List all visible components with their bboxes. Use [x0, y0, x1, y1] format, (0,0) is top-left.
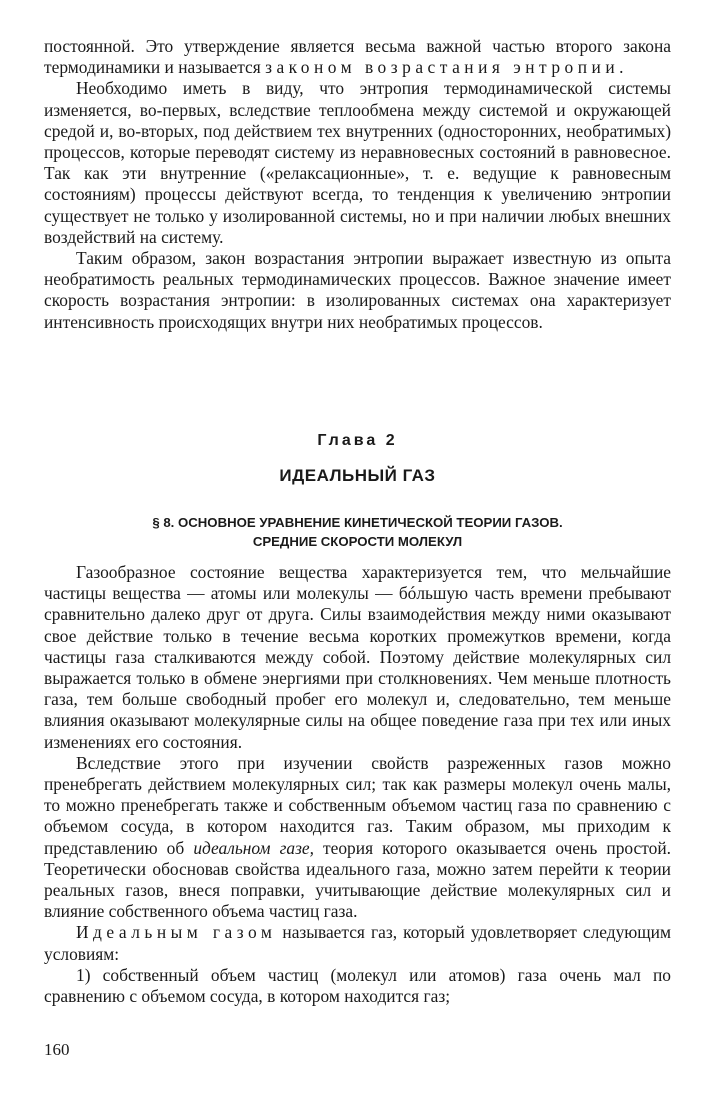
- paragraph-6-spaced-term: Идеальным газом: [76, 922, 277, 943]
- paragraph-6: [44, 922, 671, 964]
- chapter-title: ИДЕАЛЬНЫЙ ГАЗ: [279, 466, 436, 485]
- section-heading-line-2: СРЕДНИЕ СКОРОСТИ МОЛЕКУЛ: [252, 534, 463, 549]
- paragraph-6-text: называется газ, который удовлетворяет следующим условиям:: [44, 922, 671, 964]
- top-text-block: [44, 36, 671, 333]
- paragraph-1: [44, 36, 671, 78]
- paragraph-5-italic-term: идеальном газе,: [193, 837, 314, 858]
- paragraph-5-text-before: Вследствие этого при изучении свойств разреженных газов можно пренебрегать действием молекулярных сил; так как размеры молекул очень малы, то можно пренебрегать также и собственным объемом частиц газа по сравнению с объемом сосуда, в котором находится газ. Таким образом, мы приходим к представлению об: [44, 752, 671, 858]
- body-text-block: [44, 562, 671, 1007]
- paragraph-1-spaced-term: законом возрастания энтропии.: [265, 57, 628, 78]
- section-heading-line-1: § 8. ОСНОВНОЕ УРАВНЕНИЕ КИНЕТИЧЕСКОЙ ТЕОРИИ ГАЗОВ.: [152, 515, 563, 530]
- paragraph-5-text-after: теория которого оказывается очень простой. Теоретически обосновав свойства идеального газа, можно затем перейти к теории реальных газов, внеся поправки, учитывающие действие молекулярных сил и влияние собственного объема частиц газа.: [44, 837, 671, 922]
- paragraph-4: Газообразное состояние вещества характеризуется тем, что мельчайшие частицы вещества — атомы или молекулы — бóльшую часть времени пребывают сравнительно далеко друг от друга. Силы взаимодействия между ними оказывают свое действие только в течение весьма коротких промежутков времени, когда частицы газа сталкиваются между собой. Поэтому действие молекулярных сил выражается только в обмене энергиями при столкновениях. Чем меньше плотность газа, тем больше свободный пробег его молекул и, следовательно, тем меньше влияния оказывают молекулярные силы на общее поведение газа при тех или иных изменениях его состояния.: [44, 562, 671, 752]
- section-heading: [44, 513, 671, 551]
- paragraph-3: Таким образом, закон возрастания энтропии выражает известную из опыта необратимость реальных термодинамических процессов. Важное значение имеет скорость возрастания энтропии: в изолированных системах она характеризует интенсивность происходящих внутри них необратимых процессов.: [44, 248, 671, 332]
- paragraph-1-text: постоянной. Это утверждение является весьма важной частью второго закона термодинамики и называется: [44, 36, 671, 78]
- paragraph-5: [44, 753, 671, 923]
- chapter-label: Глава 2: [317, 432, 398, 449]
- paragraph-2: Необходимо иметь в виду, что энтропия термодинамической системы изменяется, во-первых, вследствие теплообмена между системой и окружающей средой и, во-вторых, под действием тех внутренних (односторонних, необратимых) процессов, которые переводят систему из неравновесных состояний в равновесное. Так как эти внутренние («релаксационные», т. е. ведущие к равновесным состояниям) процессы действуют всегда, то тенденция к увеличению энтропии существует не только у изолированной системы, но и при наличии любых внешних воздействий на систему.: [44, 78, 671, 247]
- paragraph-7: 1) собственный объем частиц (молекул или атомов) газа очень мал по сравнению с объемом сосуда, в котором находится газ;: [44, 964, 671, 1007]
- page-number: 160: [44, 1040, 70, 1059]
